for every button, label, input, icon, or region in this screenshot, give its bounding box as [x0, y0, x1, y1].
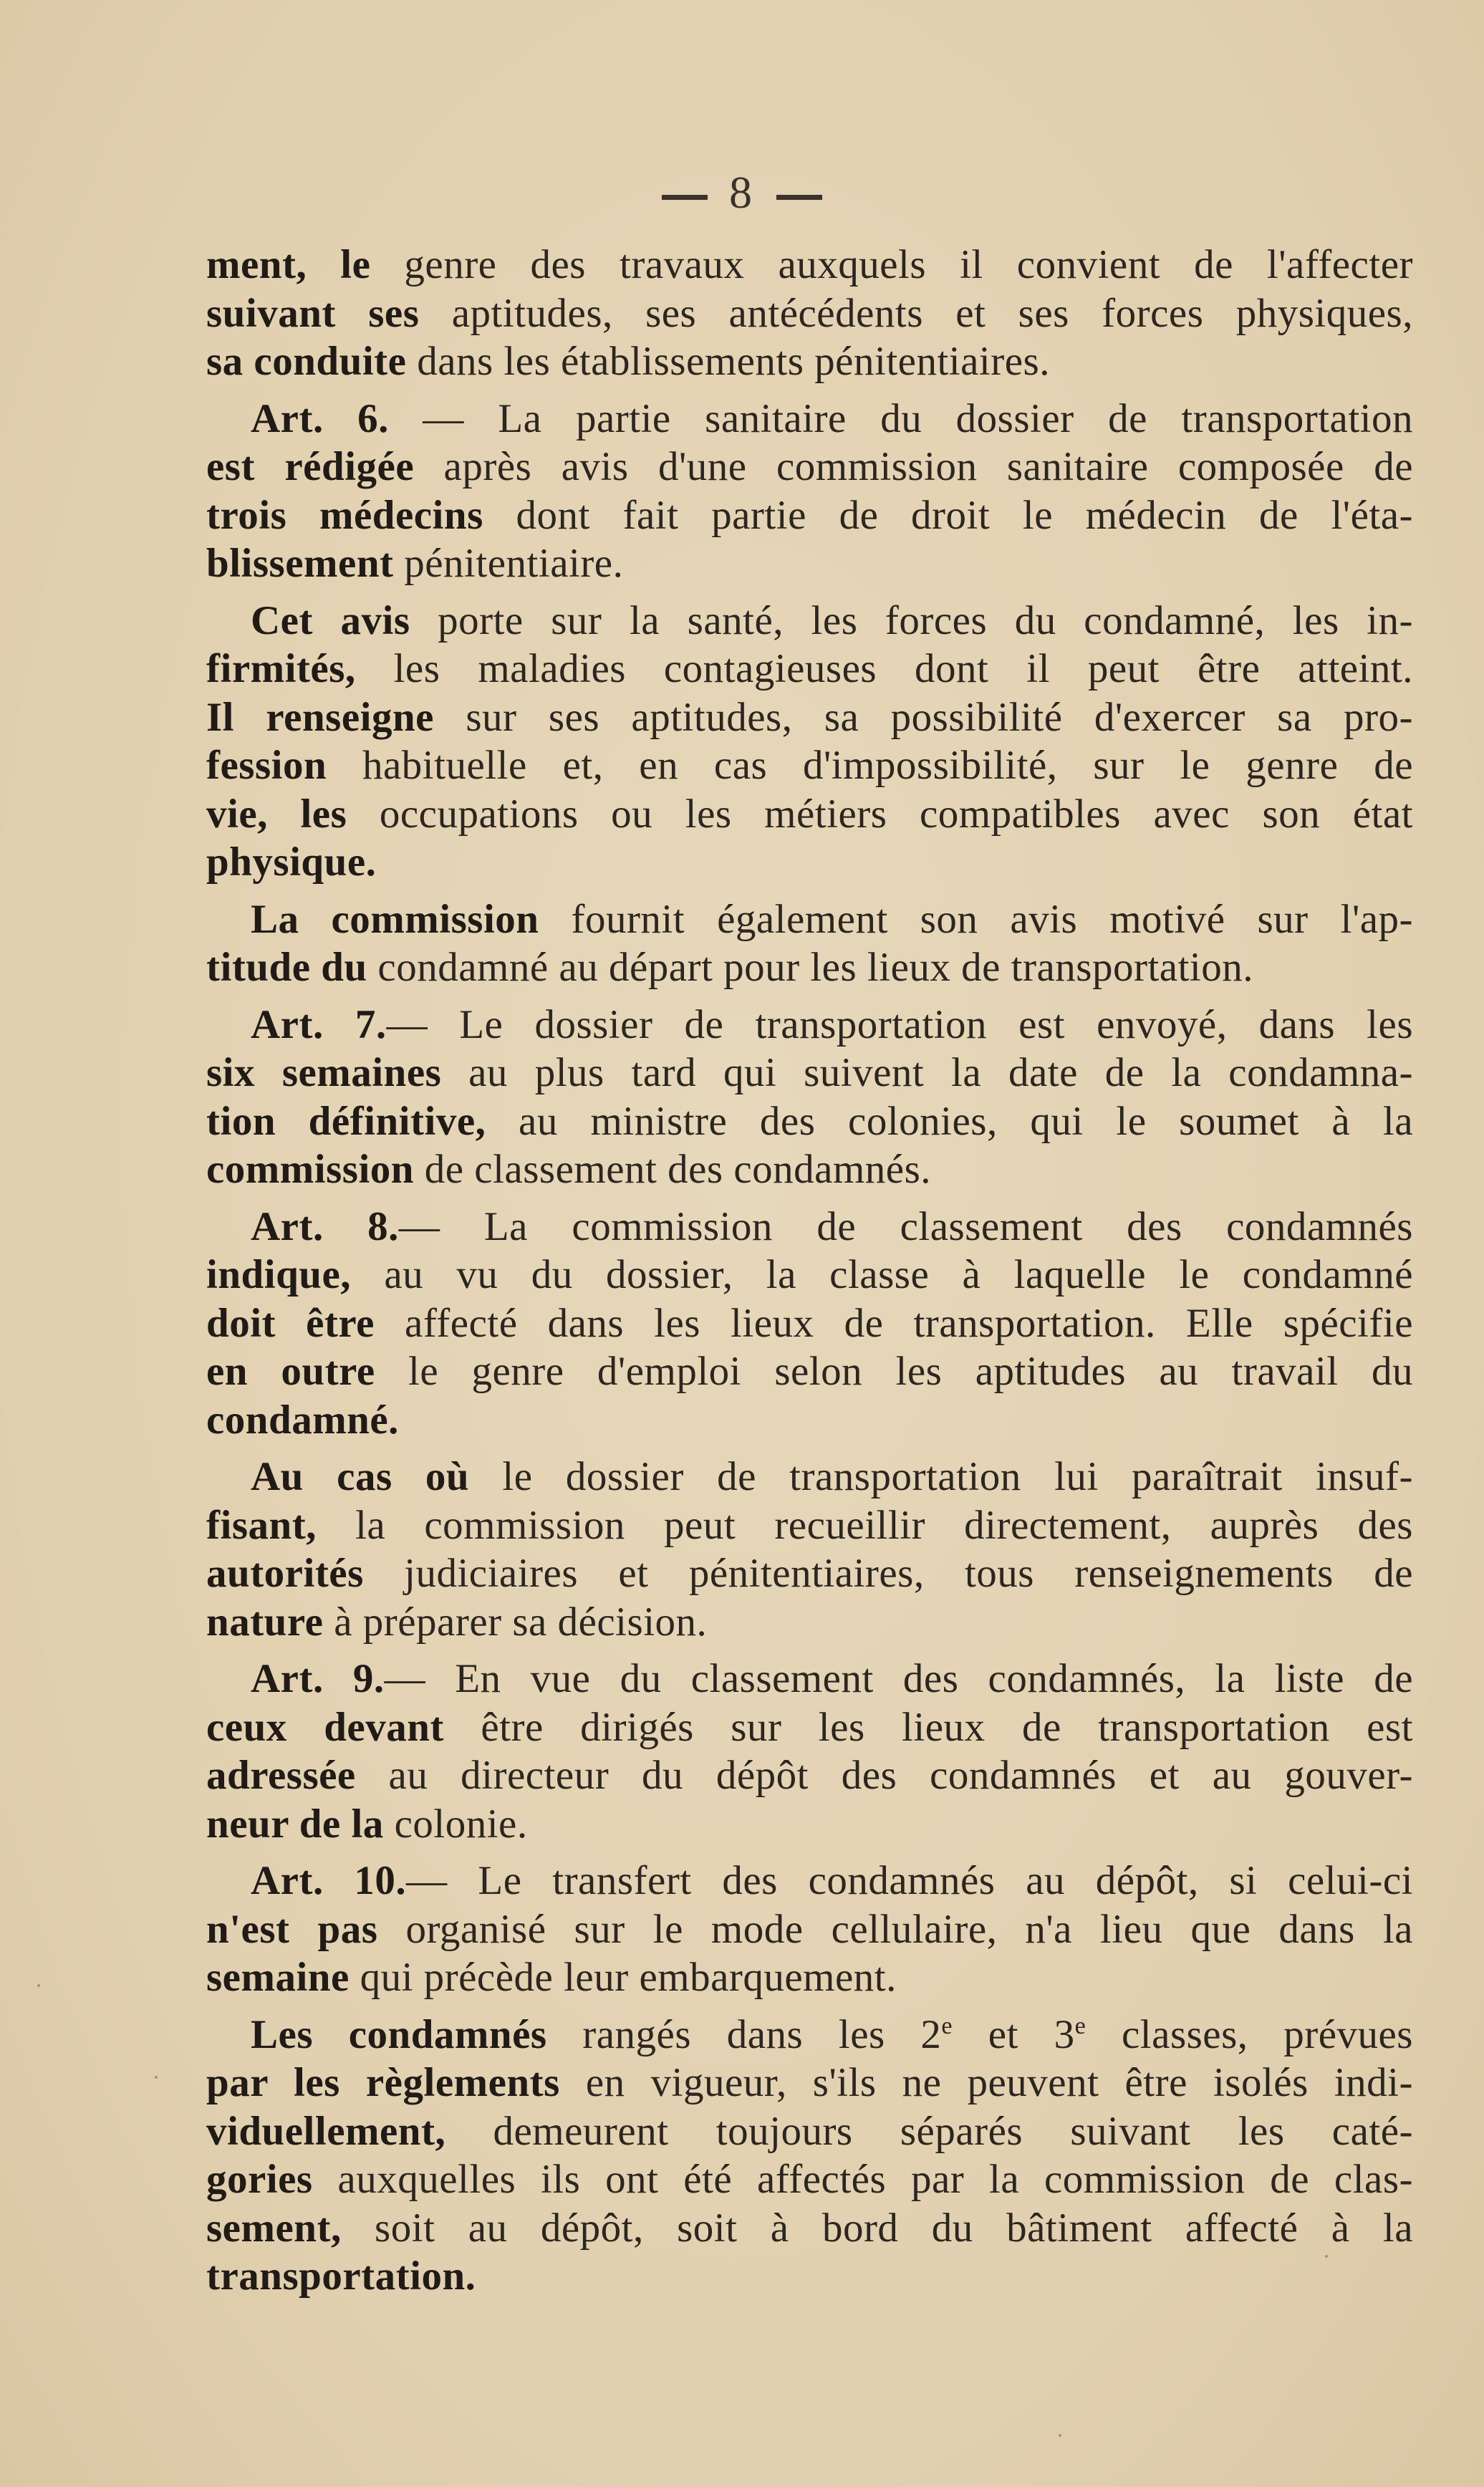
line-rest: — Le dossier de transportation est envoyé, dans les	[386, 1001, 1413, 1047]
line-lead-bold: blissement	[206, 541, 394, 586]
line-rest: les maladies contagieuses dont il peut être atteint.	[355, 646, 1413, 691]
line-rest: auxquelles ils ont été affectés par la commission de clas-	[312, 2157, 1413, 2202]
line-lead-bold: Il renseigne	[206, 694, 434, 740]
line-rest: au vu du dossier, la classe à laquelle le condamné	[351, 1252, 1413, 1297]
line-rest: être dirigés sur les lieux de transportation est	[443, 1704, 1413, 1750]
page-number	[0, 166, 1484, 219]
text-line	[206, 790, 1413, 839]
line-lead-bold: indique,	[206, 1252, 352, 1297]
paragraph	[206, 1655, 1413, 1848]
line-rest: dans les établissements pénitentiaires.	[406, 339, 1050, 384]
line-rest: organisé sur le mode cellulaire, n'a lieu que dans la	[377, 1906, 1413, 1952]
line-lead-bold: Art. 6.	[251, 395, 389, 441]
line-lead-bold: vie, les	[206, 791, 347, 837]
text-line	[206, 1751, 1413, 1800]
line-rest: habituelle et, en cas d'impossibilité, sur le genre de	[327, 743, 1413, 788]
line-lead-bold: viduellement,	[206, 2108, 446, 2154]
line-rest: au ministre des colonies, qui le soumet à la	[486, 1098, 1413, 1144]
paragraph	[206, 2011, 1413, 2301]
line-lead-bold: n'est pas	[206, 1906, 378, 1952]
line-rest: après avis d'une commission sanitaire composée de	[414, 444, 1413, 489]
line-rest: colonie.	[383, 1801, 528, 1847]
line-rest: aptitudes, ses antécédents et ses forces physiques,	[419, 290, 1413, 336]
line-lead-bold: sa conduite	[206, 339, 407, 384]
paragraph-gap	[206, 386, 1413, 395]
paper-speck	[37, 1984, 40, 1987]
text-line	[206, 491, 1413, 540]
line-lead-bold: Art. 7.	[251, 1001, 387, 1047]
line-lead-bold: nature	[206, 1599, 324, 1645]
text-line	[206, 2252, 1413, 2301]
line-rest: demeurent toujours séparés suivant les caté-	[445, 2108, 1413, 2154]
line-lead-bold: trois médecins	[206, 492, 483, 538]
paper-speck	[155, 2076, 158, 2079]
text-line	[206, 741, 1413, 790]
body-text	[206, 241, 1413, 2301]
text-line	[206, 645, 1413, 693]
paragraph	[206, 1453, 1413, 1646]
line-rest: dont fait partie de droit le médecin de l'éta-	[483, 492, 1413, 538]
text-line	[206, 1203, 1413, 1251]
paragraph-gap	[206, 588, 1413, 597]
paragraph	[206, 1001, 1413, 1194]
paragraph-gap	[206, 2002, 1413, 2011]
line-lead-bold: semaine	[206, 1955, 350, 2000]
paragraph	[206, 395, 1413, 588]
line-lead-bold: condamné.	[206, 1397, 399, 1443]
text-line	[206, 1953, 1413, 2002]
line-lead-bold: physique.	[206, 840, 377, 885]
line-rest: pénitentiaire.	[393, 541, 624, 586]
text-line	[206, 1049, 1413, 1097]
text-line	[206, 1598, 1413, 1647]
paragraph-gap	[206, 1444, 1413, 1453]
line-rest: soit au dépôt, soit à bord du bâtiment affecté à la	[341, 2205, 1413, 2251]
paragraph-gap	[206, 1194, 1413, 1203]
line-rest: genre des travaux auxquels il convient de l'affecter	[370, 242, 1413, 287]
paragraph	[206, 597, 1413, 887]
line-rest: au plus tard qui suivent la date de la condamna-	[441, 1050, 1413, 1095]
paragraph-gap	[206, 1848, 1413, 1857]
paragraph-gap	[206, 992, 1413, 1001]
text-line	[206, 1299, 1413, 1348]
line-lead-bold: tion définitive,	[206, 1098, 486, 1144]
paragraph	[206, 1203, 1413, 1445]
line-lead-bold: ment, le	[206, 242, 371, 287]
text-line	[206, 1347, 1413, 1396]
text-line	[206, 337, 1413, 386]
line-lead-bold: fisant,	[206, 1502, 317, 1548]
line-lead-bold: autorités	[206, 1551, 364, 1596]
text-line	[206, 2011, 1413, 2059]
line-lead-bold: adressée	[206, 1753, 356, 1798]
line-lead-bold: La commission	[251, 896, 539, 942]
text-line	[206, 1655, 1413, 1703]
line-lead-bold: firmités,	[206, 646, 356, 691]
line-rest: — En vue du classement des condamnés, la liste de	[384, 1656, 1413, 1701]
paragraph-gap	[206, 887, 1413, 895]
text-line	[206, 1453, 1413, 1501]
text-line	[206, 241, 1413, 289]
line-rest: — La commission de classement des condamnés	[398, 1203, 1413, 1249]
paragraph	[206, 1857, 1413, 2002]
line-lead-bold: fession	[206, 743, 327, 788]
line-lead-bold: Au cas où	[251, 1454, 470, 1499]
line-rest: — Le transfert des condamnés au dépôt, si celui-ci	[406, 1858, 1413, 1903]
text-line	[206, 1145, 1413, 1194]
page-number-value: 8	[729, 167, 755, 218]
paper-speck	[1325, 2255, 1328, 2258]
text-line	[206, 539, 1413, 588]
line-rest: la commission peut recueillir directement, auprès des	[316, 1502, 1413, 1548]
line-lead-bold: Art. 10.	[251, 1858, 407, 1903]
text-line	[206, 2107, 1413, 2156]
line-rest: — La partie sanitaire du dossier de transportation	[388, 395, 1413, 441]
text-line	[206, 693, 1413, 742]
paragraph	[206, 241, 1413, 386]
text-line	[206, 2059, 1413, 2107]
text-line	[206, 1396, 1413, 1445]
text-line	[206, 1001, 1413, 1049]
line-rest: le dossier de transportation lui paraîtrait insuf-	[469, 1454, 1413, 1499]
text-line	[206, 838, 1413, 887]
line-lead-bold: six semaines	[206, 1050, 442, 1095]
line-rest: au directeur du dépôt des condamnés et au gouver-	[355, 1753, 1413, 1798]
text-line	[206, 1703, 1413, 1752]
text-line	[206, 395, 1413, 443]
line-rest: occupations ou les métiers compatibles avec son état	[347, 791, 1413, 837]
text-line	[206, 2155, 1413, 2204]
line-rest: porte sur la santé, les forces du condamné, les in-	[410, 597, 1413, 643]
text-line	[206, 1251, 1413, 1299]
dash-left	[662, 195, 708, 200]
text-line	[206, 1097, 1413, 1146]
line-lead-bold: est rédigée	[206, 444, 415, 489]
line-lead-bold: transportation.	[206, 2253, 476, 2299]
line-lead-bold: neur de la	[206, 1801, 384, 1847]
line-lead-bold: commission	[206, 1147, 414, 1192]
line-lead-bold: titude du	[206, 945, 367, 990]
text-line	[206, 1857, 1413, 1905]
line-lead-bold: Art. 9.	[251, 1656, 385, 1701]
dash-right	[776, 195, 822, 200]
line-rest: condamné au départ pour les lieux de transportation.	[367, 945, 1254, 990]
line-lead-bold: par les règlements	[206, 2060, 560, 2105]
line-rest: sur ses aptitudes, sa possibilité d'exercer sa pro-	[433, 694, 1413, 740]
line-rest: de classement des condamnés.	[414, 1147, 932, 1192]
line-lead-bold: Art. 8.	[251, 1203, 399, 1249]
line-lead-bold: Les condamnés	[251, 2011, 547, 2057]
text-line	[206, 443, 1413, 491]
text-line	[206, 1800, 1413, 1849]
text-line	[206, 943, 1413, 992]
line-rest: qui précède leur embarquement.	[349, 1955, 897, 2000]
line-lead-bold: Cet avis	[251, 597, 410, 643]
line-rest: en vigueur, s'ils ne peuvent être isolés indi-	[559, 2060, 1413, 2105]
line-lead-bold: gories	[206, 2157, 313, 2202]
paragraph-gap	[206, 1646, 1413, 1655]
line-lead-bold: suivant ses	[206, 290, 420, 336]
line-rest: affecté dans les lieux de transportation. Elle spécifie	[374, 1300, 1413, 1346]
text-line	[206, 2204, 1413, 2253]
line-rest: judiciaires et pénitentiaires, tous renseignements de	[363, 1551, 1413, 1596]
text-line	[206, 1549, 1413, 1598]
line-lead-bold: ceux devant	[206, 1704, 444, 1750]
line-lead-bold: sement,	[206, 2205, 342, 2251]
paper-speck	[1059, 2434, 1061, 2437]
text-line	[206, 289, 1413, 338]
text-line	[206, 895, 1413, 944]
line-rest: fournit également son avis motivé sur l'ap-	[539, 896, 1413, 942]
line-lead-bold: doit être	[206, 1300, 375, 1346]
line-rest: rangés dans les 2e et 3e classes, prévues	[546, 2011, 1413, 2057]
line-rest: le genre d'emploi selon les aptitudes au travail du	[375, 1349, 1413, 1394]
paragraph	[206, 895, 1413, 992]
line-lead-bold: en outre	[206, 1349, 375, 1394]
text-line	[206, 597, 1413, 645]
text-line	[206, 1905, 1413, 1954]
line-rest: à préparer sa décision.	[323, 1599, 708, 1645]
text-line	[206, 1501, 1413, 1550]
